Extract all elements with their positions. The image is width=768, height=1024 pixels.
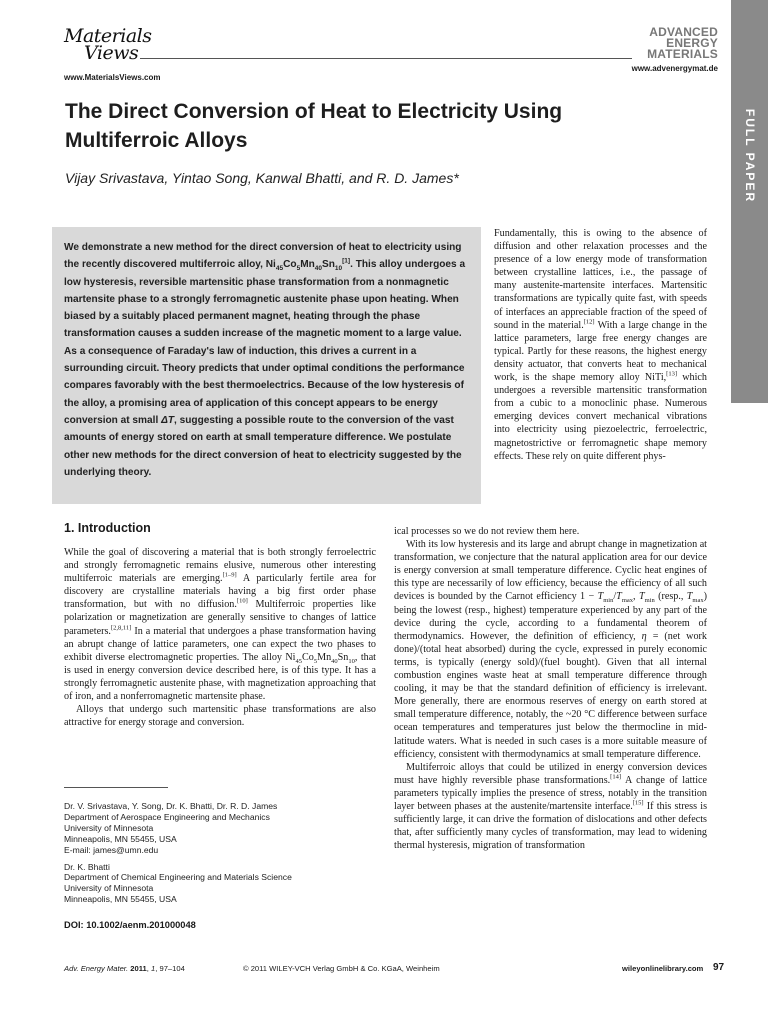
- affiliation-line: University of Minnesota: [64, 883, 154, 894]
- abstract-text: We demonstrate a new method for the direct conversion of heat to electricity using the recently discovered multiferroic alloy, $Ni_{45}Co_5Mn_{40}Sn_{10}[1]$. This alloy undergoes a low hysteresis, reversible martensitic phase transformation from a nonmagnetic martensite phase to a strongly ferromagnetic austenite phase upon heating. When biased by a suitably placed permanent magnet, heating through the phase transformation causes a sudden increase of the magnetic moment to a large value. As a consequence of Faraday's law of induction, this drives a current in a surrounding circuit. Theory predicts that under optimal conditions the performance compares favorably with the best thermoelectrics. Because of the low hysteresis of the alloy, a promising area of application of this concept appears to be energy conversion at small ΔT, suggesting a possible route to the conversion of the vast amounts of energy stored on earth at small temperature difference. We postulate other new methods for the direct conversion of heat to electricity suggested by the underlying theory.: [64, 242, 466, 478]
- citation-link[interactable]: [15]: [632, 799, 644, 807]
- footer-citation: Adv. Energy Mater. 2011, 1, 97–104: [64, 964, 185, 973]
- affiliation-line: Department of Aerospace Engineering and Mechanics: [64, 811, 270, 822]
- affiliation-line: University of Minnesota: [64, 822, 154, 833]
- footer-copyright: © 2011 WILEY-VCH Verlag GmbH & Co. KGaA, Weinheim: [243, 964, 440, 973]
- logo-word-1: Materials: [64, 25, 152, 47]
- body-column-right: [394, 525, 707, 852]
- citation-link[interactable]: [10]: [236, 598, 248, 605]
- author-affiliations: [64, 801, 376, 905]
- logo-word-2: Views: [84, 42, 139, 64]
- section-side-tab-label: FULL PAPER: [742, 108, 757, 204]
- journal-url[interactable]: www.advenergymat.de: [631, 64, 718, 73]
- body-paragraph: Multiferroic alloys that could be utilized in energy conversion devices must have highly reversible phase transformations.[14] A change of lattice parameters typically implies the presence of stress, notably in the transition layer between phases at the austenite/martensite interface.[15] If this stress is sufficiently large, it can drive the formation of dislocations and other defects that, after sufficiently many cycles of transformation, may lead to widening thermal hysteresis, migration of transformation: [394, 761, 708, 852]
- footer-site-link[interactable]: wileyonlinelibrary.com: [622, 964, 704, 973]
- citation-link[interactable]: [1–9]: [222, 571, 237, 579]
- body-paragraph: While the goal of discovering a material that is both strongly ferroelectric and strongly ferromagnetic remains elusive, numerous other interesting multiferroic materials are emerging.[1–9] A particularly fertile area for discovery are crystalline materials having a big first order phase transformation, but with no diffusion.[10] Multiferroic properties like polarization or magnetization are generally sensitive to changes of lattice parameters.[2,8,11] In a material that undergoes a phase transformation having an abrupt change of lattice parameters, one can expect the two phases to exhibit diverse electromagnetic properties. The alloy $Ni_{45}Co_5Mn_{40}Sn_{10}$, that is used in energy conversion device described here, is of this type. It has a strongly ferromagnetic austenite phase, with magnetization approaching that of iron, and a nonferromagnetic martensite phase.: [64, 547, 376, 703]
- body-paragraph: ical processes so we do not review them here.: [394, 526, 580, 537]
- citation-link[interactable]: [14]: [610, 773, 622, 781]
- section-heading: 1. Introduction: [64, 521, 151, 535]
- body-paragraph: Fundamentally, this is owing to the absence of diffusion and other relaxation processes and the presence of a low energy mode of transformation between crystalline lattices, i.e., the passage of many austenite-martensite interfaces. Martensitic transformations are typically quite fast, with speeds of interfaces an appreciable fraction of the speed of sound in the material.[12] With a large change in the lattice parameters, large free energy changes are typical. Partly for these reasons, the highest energy density actuator, that converts heat to mechanical work, is the shape memory alloy NiTi,[13] which undergoes a reversible martensitic transformation from a cubic to a monoclinic phase. Numerous emerging devices convert mechanical vibrations into electricity using piezoelectric, ferroelectric, magnetostrictive or ferromagnetic shape memory effects. These rely on quite different phys-: [494, 228, 707, 462]
- section-side-tab: [731, 0, 768, 403]
- affiliation-line: Department of Chemical Engineering and Materials Science: [64, 872, 292, 883]
- citation-link[interactable]: [13]: [666, 370, 678, 378]
- body-column-left: [64, 546, 376, 729]
- body-paragraph: With its low hysteresis and its large and abrupt change in magnetization at transformation, we conjecture that the natural application area for our device is energy conversion at small temperature difference. Cyclic heat engines of this type are necessarily of low efficiency, because the efficiency of all such devices is bounded by the Carnot efficiency $1 - T_{min}/T_{max}$, $T_{min}$ (resp., $T_{max}$) being the lowest (resp., highest) temperature experienced by any part of the device during the cycle, according to a fundamental theorem of thermodynamics. However, the definition of efficiency, η = (net work done)/(total heat absorbed) during the cycle, expressed in purely economic terms, is typically (energy sold)/(fuel bought). Given that all internal combustion engines waste heat at small temperature difference through cooling, it may be that the standard definition of efficiency is irrelevant. More generally, there are enormous reserves of energy on earth stored at small temperature difference, notably, the ~20 °C difference between surface ocean temperatures and temperatures just below the thermocline in mid-latitude waters. What is needed in such cases is a more suitable measure of efficiency, consistent with thermodynamics at small temperature difference.: [394, 539, 707, 760]
- materials-views-url[interactable]: www.MaterialsViews.com: [64, 73, 161, 82]
- article-title: The Direct Conversion of Heat to Electricity Using Multiferroic Alloys: [65, 100, 563, 152]
- header-rule: [140, 58, 632, 59]
- body-paragraph: Alloys that undergo such martensitic phase transformations are also attractive for energy storage and conversion.: [64, 704, 376, 729]
- page-number: 97: [713, 962, 725, 973]
- citation-link[interactable]: [2,8,11]: [110, 624, 132, 632]
- journal-logo-line-1: ADVANCED: [649, 25, 718, 39]
- body-column-right-top: [494, 227, 707, 463]
- doi-link[interactable]: DOI: 10.1002/aenm.201000048: [64, 920, 196, 930]
- email-link[interactable]: E-mail: james@umn.edu: [64, 844, 159, 855]
- journal-logo-line-2: ENERGY: [666, 36, 718, 50]
- article-authors: Vijay Srivastava, Yintao Song, Kanwal Bhatti, and R. D. James*: [65, 170, 459, 186]
- affiliation-line: Minneapolis, MN 55455, USA: [64, 833, 177, 844]
- journal-logo: [647, 27, 718, 60]
- citation-link[interactable]: [12]: [583, 318, 595, 326]
- footnote-rule: [64, 787, 168, 788]
- abstract-box: [52, 227, 481, 504]
- materials-views-logo: [64, 25, 152, 64]
- affiliation-line: Minneapolis, MN 55455, USA: [64, 894, 177, 905]
- affiliation-line: Dr. K. Bhatti: [64, 861, 110, 872]
- citation-link[interactable]: [1]: [342, 257, 351, 265]
- affiliation-line: Dr. V. Srivastava, Y. Song, Dr. K. Bhatti, Dr. R. D. James: [64, 801, 278, 811]
- journal-logo-line-3: MATERIALS: [647, 47, 718, 61]
